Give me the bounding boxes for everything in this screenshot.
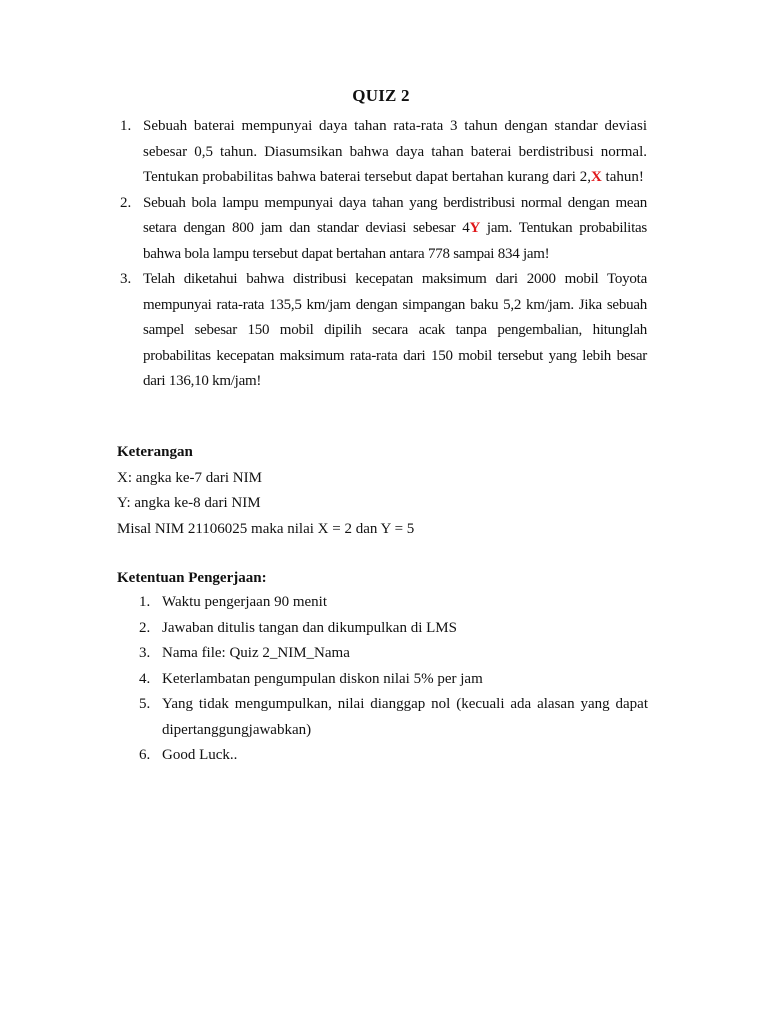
variable-x: X	[590, 169, 602, 185]
question-text: Telah diketahui bahwa distribusi kecepatan maksimum dari 2000 mobil Toyota mempunyai rata-rata 135,5 km/jam dengan simpangan baku 5,2 km/jam. Jika sebuah sampel sebesar 150 mobil dipilih secara acak tanpa pengembalian, hitunglah probabilitas kecepatan maksimum rata-rata dari 150 mobil tersebut yang lebih besar dari 136,10 km/jam!	[143, 271, 647, 389]
question-text: Sebuah bola lampu mempunyai daya tahan yang berdistribusi normal dengan mean setara dengan 800 jam dan standar deviasi sebesar 4	[143, 194, 647, 236]
rule-number: 5.	[139, 696, 151, 712]
rule-number: 6.	[139, 747, 151, 763]
rule-number: 2.	[139, 619, 151, 636]
rule-number: 3.	[139, 645, 151, 661]
rule-item	[136, 743, 648, 769]
rule-text: Jawaban ditulis tangan dan dikumpulkan di LMS	[162, 619, 457, 636]
question-number: 3.	[120, 271, 132, 287]
question-number: 2.	[120, 194, 132, 211]
keterangan-heading: Keterangan	[117, 444, 193, 460]
rule-item	[136, 641, 648, 667]
page-title: QUIZ 2	[352, 86, 410, 105]
question-text-end: jam. Tentukan probabilitas bahwa bola lampu tersebut dapat bertahan antara 778 sampai 834 jam!	[143, 220, 648, 262]
rule-text: Nama file: Quiz 2_NIM_Nama	[162, 645, 350, 661]
rule-text: Good Luck..	[162, 747, 238, 763]
rule-text: Waktu pengerjaan 90 menit	[162, 594, 327, 610]
ketentuan-list	[136, 590, 648, 769]
ketentuan-heading: Ketentuan Pengerjaan:	[117, 570, 267, 586]
rule-item	[136, 692, 648, 743]
rule-number: 1.	[139, 594, 151, 610]
rule-text: Yang tidak mengumpulkan, nilai dianggap nol (kecuali ada alasan yang dapat dipertanggungjawabkan)	[162, 696, 648, 738]
keterangan-line: X: angka ke-7 dari NIM	[117, 469, 262, 486]
keterangan-section	[117, 440, 657, 542]
question-number: 1.	[120, 118, 132, 134]
ketentuan-section	[117, 566, 657, 592]
rule-item	[136, 667, 648, 693]
variable-y: Y	[469, 220, 481, 236]
question-item	[117, 191, 647, 268]
question-text-end: tahun!	[601, 169, 644, 185]
question-text: Sebuah baterai mempunyai daya tahan rata-rata 3 tahun dengan standar deviasi sebesar 0,5 tahun. Diasumsikan bahwa daya tahan baterai berdistribusi normal. Tentukan probabilitas bahwa baterai tersebut dapat bertahan kurang dari 2,	[143, 118, 647, 185]
keterangan-line: Misal NIM 21106025 maka nilai X = 2 dan Y = 5	[117, 520, 415, 537]
question-list	[117, 114, 647, 395]
rule-item	[136, 616, 648, 642]
keterangan-line: Y: angka ke-8 dari NIM	[117, 495, 261, 511]
rule-number: 4.	[139, 670, 151, 687]
question-item	[117, 114, 647, 191]
question-item	[117, 267, 647, 395]
rule-text: Keterlambatan pengumpulan diskon nilai 5% per jam	[162, 670, 483, 687]
rule-item	[136, 590, 648, 616]
